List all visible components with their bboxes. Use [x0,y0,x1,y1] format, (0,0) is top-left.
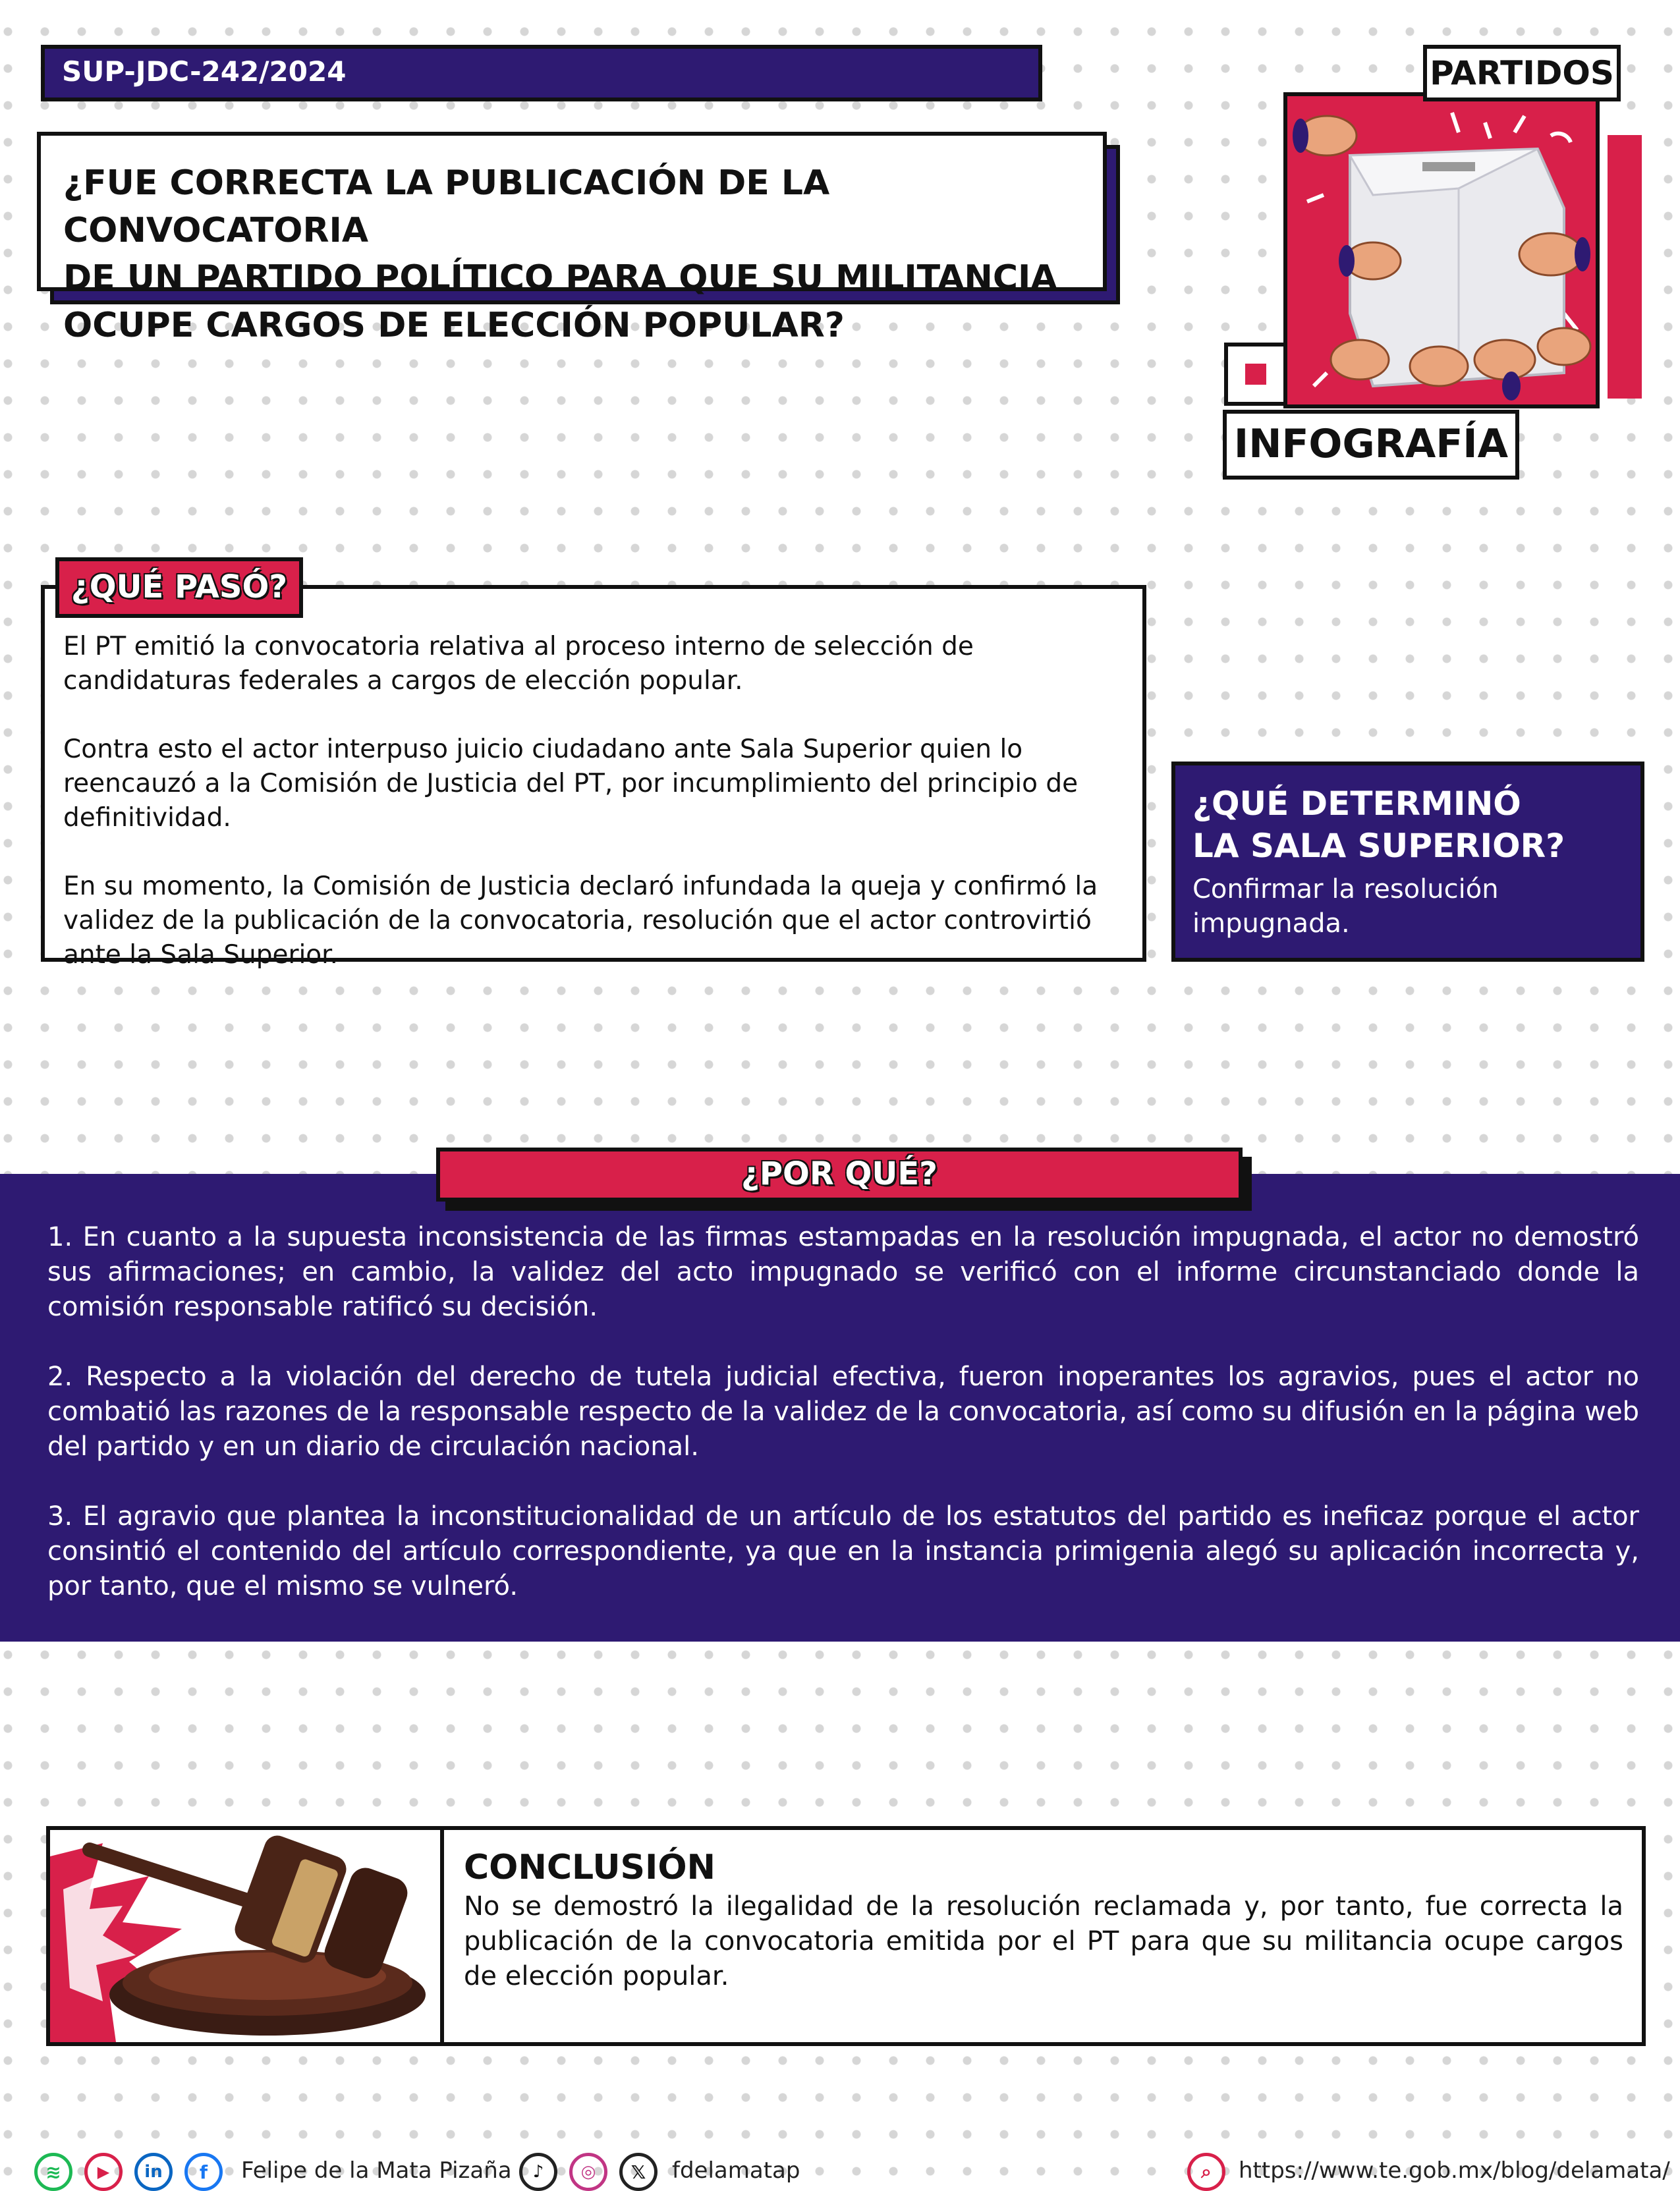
por-que-reason-3: 3. El agravio que plantea la inconstitucionalidad de un artículo de los estatutos del partido es ineficaz porque el actor consintió el contenido del artículo correspondiente, ya que en la instancia primigenia alegó su aplicación incorrecta y, por tanto, que el mismo se vulneró. [47,1501,1639,1601]
infografia-label: INFOGRAFÍA [1233,421,1509,467]
que-paso-title-text: ¿QUÉ PASÓ? [70,569,288,605]
youtube-icon[interactable]: ▶ [84,2153,123,2191]
conclusion-text-block [464,1847,1623,1994]
determino-title-line-1: ¿QUÉ DETERMINÓ [1192,785,1521,823]
linkedin-icon[interactable]: in [134,2153,173,2191]
por-que-section [0,1174,1680,1642]
footer-name: Felipe de la Mata Pizaña [241,2157,512,2184]
category-tag-partidos-label: PARTIDOS [1430,54,1614,92]
por-que-title-text: ¿POR QUÉ? [741,1155,938,1192]
ballot-box-illustration [1287,96,1596,404]
por-que-reason-2: 2. Respecto a la violación del derecho de tutela judicial efectiva, fueron inoperantes los agravios, pues el actor no combatió las razones de la responsable respecto de la validez de la convocatoria, así como su difusión en la página web del partido y en un diario de circulación nacional. [47,1362,1639,1462]
case-number-bar [41,45,1042,101]
question-line-1: ¿FUE CORRECTA LA PUBLICACIÓN DE LA CONVOCATORIA [63,163,830,250]
search-icon[interactable]: ⌕ [1187,2153,1225,2191]
infografia-tag [1223,410,1519,480]
por-que-reason-1: 1. En cuanto a la supuesta inconsistencia de las firmas estampadas en la resolución impugnada, el actor no demostró sus afirmaciones; en cambio, la validez del acto impugnado se verificó con el informe circunstanciado donde la comisión responsable ratificó su decisión. [47,1222,1639,1322]
case-number: SUP-JDC-242/2024 [62,55,347,88]
que-paso-title [55,557,303,618]
que-paso-paragraph-3: En su momento, la Comisión de Justicia declaró infundada la queja y confirmó la validez de la publicación de la convocatoria, resolución que el actor controvirtió ante la Sala Superior. [63,872,1098,970]
question-line-2: DE UN PARTIDO POLÍTICO PARA QUE SU MILITANCIA [63,258,1057,298]
decorative-red-bar [1608,135,1642,399]
conclusion-title: CONCLUSIÓN [464,1848,716,1887]
conclusion-body: No se demostró la ilegalidad de la resolución reclamada y, por tanto, fue correcta la publicación de la convocatoria emitida por el PT para que su militancia ocupe cargos de elección popular. [464,1891,1623,1991]
tiktok-icon[interactable]: ♪ [519,2153,557,2191]
question-box [37,132,1107,345]
decorative-square-icon [1224,343,1287,406]
spotify-icon[interactable]: ≋ [34,2153,72,2191]
determino-box [1171,762,1644,962]
conclusion-box [46,1826,1646,2046]
facebook-icon[interactable]: f [184,2153,223,2191]
por-que-title [436,1148,1243,1202]
footer-url[interactable]: https://www.te.gob.mx/blog/delamata/ [1239,2157,1670,2184]
ballot-box-collage-image [1283,92,1600,408]
question-line-3: OCUPE CARGOS DE ELECCIÓN POPULAR? [63,306,845,345]
gavel-image [50,1830,444,2042]
determino-title-line-2: LA SALA SUPERIOR? [1192,827,1565,865]
determino-text: Confirmar la resolución impugnada. [1192,874,1499,939]
instagram-icon[interactable]: ◎ [569,2153,607,2191]
footer-handle: fdelamatap [672,2157,800,2184]
que-paso-paragraph-1: El PT emitió la convocatoria relativa al proceso interno de selección de candidaturas federales a cargos de elección popular. [63,632,974,696]
x-icon[interactable]: 𝕏 [619,2153,658,2191]
category-tag-partidos [1423,45,1621,101]
que-paso-paragraph-2: Contra esto el actor interpuso juicio ciudadano ante Sala Superior quien lo reencauzó a la Comisión de Justicia del PT, por incumplimiento del principio de definitividad. [63,735,1078,833]
gavel-icon [50,1830,444,2042]
determino-title [1192,783,1623,867]
que-paso-box [41,585,1146,970]
